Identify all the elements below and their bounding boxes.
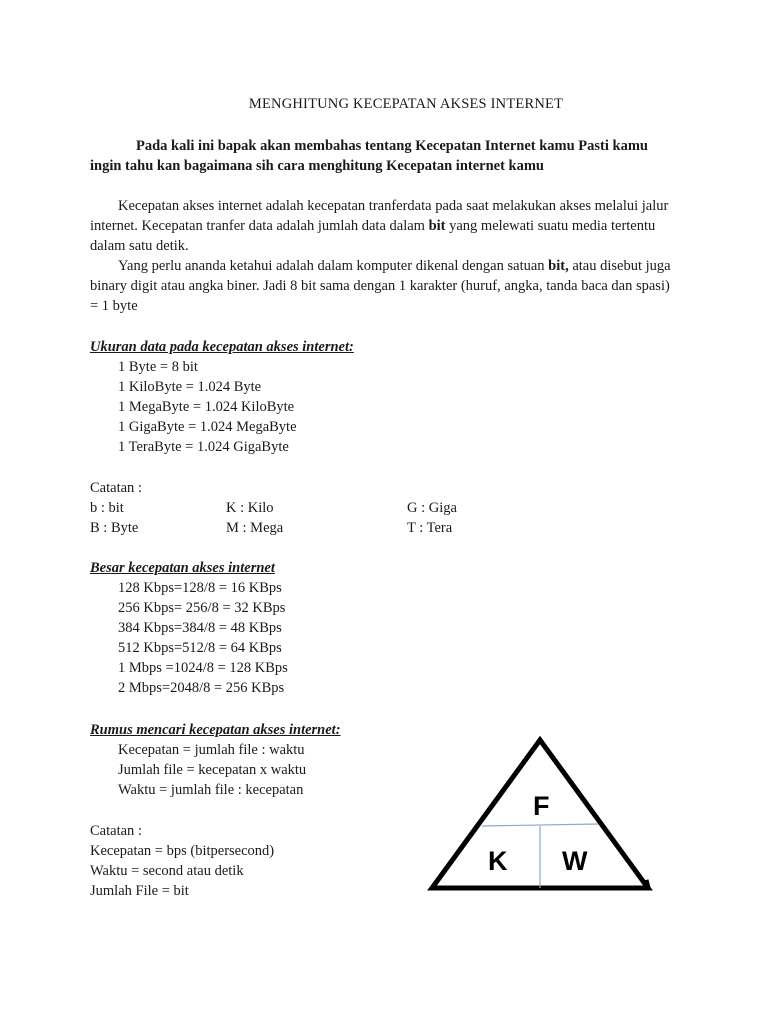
unit-cell: T : Tera (407, 520, 453, 536)
section-heading-data-size: Ukuran data pada kecepatan akses internet: (90, 339, 354, 355)
section-heading-formula: Rumus mencari kecepatan akses internet: (90, 722, 341, 738)
page-title: MENGHITUNG KECEPATAN AKSES INTERNET (248, 96, 564, 112)
unit-row (90, 498, 510, 518)
list-item: 128 Kbps=128/8 = 16 KBps (118, 580, 282, 596)
list-item: 384 Kbps=384/8 = 48 KBps (118, 620, 282, 636)
triangle-label-left: K (488, 846, 508, 876)
paragraph-bit-text-a: Yang perlu ananda ketahui adalah dalam komputer dikenal dengan satuan (118, 258, 549, 274)
notes-label-2: Catatan : (90, 823, 142, 839)
notes-label-1: Catatan : (90, 480, 142, 496)
list-item: 1 Byte = 8 bit (118, 359, 198, 375)
list-item: Waktu = jumlah file : kecepatan (118, 782, 304, 798)
list-item: Kecepatan = jumlah file : waktu (118, 742, 305, 758)
unit-cell: G : Giga (407, 500, 457, 516)
section-heading-speed: Besar kecepatan akses internet (90, 560, 275, 576)
triangle-divider-horizontal (482, 824, 598, 826)
paragraph-bit-text-b: atau disebut juga binary digit atau angka biner. Jadi 8 bit sama dengan 1 karakter (huruf, angka, tanda baca dan spasi) = 1 byte (90, 258, 671, 314)
list-item: 256 Kbps= 256/8 = 32 KBps (118, 600, 286, 616)
intro-line-2: ingin tahu kan bagaimana sih cara menghitung Kecepatan internet kamu (90, 158, 544, 174)
paragraph-definition-text-b: yang melewati suatu media tertentu dalam satu detik. (90, 218, 656, 254)
list-item: 1 MegaByte = 1.024 KiloByte (118, 399, 295, 415)
speed-list (118, 578, 288, 698)
unit-cell: M : Mega (226, 520, 284, 536)
paragraph-definition-bold: bit (428, 218, 446, 234)
data-size-list (118, 357, 297, 457)
list-item: 1 TeraByte = 1.024 GigaByte (118, 439, 289, 455)
list-item: Waktu = second atau detik (90, 863, 244, 879)
list-item: Kecepatan = bps (bitpersecond) (90, 843, 275, 859)
paragraph-definition (90, 196, 680, 256)
list-item: 2 Mbps=2048/8 = 256 KBps (118, 680, 285, 696)
list-item: Jumlah file = kecepatan x waktu (118, 762, 307, 778)
list-item: 512 Kbps=512/8 = 64 KBps (118, 640, 282, 656)
unit-row (90, 518, 510, 538)
formula-triangle-diagram (420, 730, 660, 900)
triangle-label-right: W (562, 846, 588, 876)
list-item: 1 GigaByte = 1.024 MegaByte (118, 419, 297, 435)
unit-abbreviation-grid (90, 498, 510, 538)
list-item: 1 Mbps =1024/8 = 128 KBps (118, 660, 288, 676)
intro-line-1: Pada kali ini bapak akan membahas tentang Kecepatan Internet kamu Pasti kamu (136, 138, 648, 154)
unit-cell: b : bit (90, 500, 124, 516)
unit-cell: K : Kilo (226, 500, 274, 516)
unit-cell: B : Byte (90, 520, 139, 536)
paragraph-bit-bold: bit, (548, 258, 569, 274)
triangle-corner-tick (646, 880, 648, 888)
list-item: Jumlah File = bit (90, 883, 189, 899)
paragraph-bit (90, 256, 680, 316)
notes-block-2 (90, 821, 274, 901)
list-item: 1 KiloByte = 1.024 Byte (118, 379, 262, 395)
intro-paragraph (90, 136, 690, 176)
triangle-label-top: F (533, 791, 550, 821)
formula-list (118, 740, 306, 800)
paragraph-definition-text-a: Kecepatan akses internet adalah kecepatan tranferdata pada saat melakukan akses melalui jalur internet. Kecepatan tranfer data adalah jumlah data dalam (90, 198, 669, 234)
